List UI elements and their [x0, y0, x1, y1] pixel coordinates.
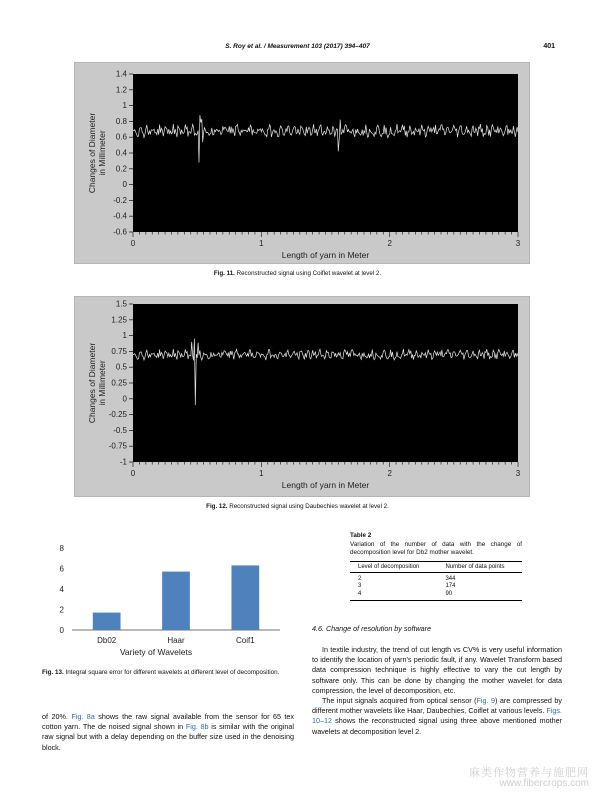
y-tick-label: 0: [59, 626, 64, 635]
right-column-text: [312, 645, 562, 737]
y-tick-label: 0.2: [115, 164, 127, 174]
table-row: [350, 583, 522, 591]
table-cell: 174: [445, 583, 456, 589]
figure-12: [74, 296, 530, 497]
left-column-text: [42, 712, 294, 753]
text-run: is similar with the original raw signal but with a delay depending on the buffer size used in the denoising block.: [42, 722, 294, 752]
fig13-caption-text: Integral square error for different wavelets at different level of decomposition.: [65, 669, 280, 676]
y-tick-label: 0.75: [111, 346, 127, 356]
table-header-cell: Number of data points: [437, 561, 522, 572]
table-header-cell: Level of decomposition: [350, 561, 437, 572]
x-tick-label: 0: [130, 469, 136, 478]
fig13-caption: [42, 669, 294, 678]
text-run: of 20%.: [42, 712, 68, 721]
x-axis-label: Length of yarn in Meter: [281, 250, 370, 260]
fig11-plot: [75, 63, 529, 263]
table-2-caption: Variation of the number of data with the change of decomposition level for Db2 mother wavelet.: [350, 540, 522, 556]
x-tick-label: Coif1: [235, 636, 255, 645]
y-tick-label: 6: [59, 564, 64, 574]
x-tick-label: 2: [387, 469, 392, 478]
y-tick-label: -0.6: [113, 227, 127, 237]
table-cell: 344: [445, 575, 456, 582]
table-cell: 4: [350, 591, 437, 601]
fig13-plot: [40, 540, 290, 665]
y-tick-label: 2: [59, 605, 64, 615]
y-tick-label: 8: [59, 544, 64, 553]
paragraph: In textile industry, the trend of cut length vs CV% is very useful information to identify the location of yarn's periodic fault, if any. Wavelet Transform based data compression technique is highly effective to vary the cut length by software only. This can be done by changing the mother wavelet for data compression, the level of decomposition, etc.: [312, 645, 562, 695]
x-tick-label: 0: [130, 239, 136, 248]
bar: [93, 613, 121, 630]
paragraph: [312, 696, 562, 737]
y-tick-label: 1: [122, 101, 127, 111]
x-tick-label: 3: [515, 469, 521, 478]
y-tick-label: 4: [59, 585, 64, 594]
y-tick-label: -0.2: [113, 195, 127, 205]
fig11-caption-label: Fig. 11.: [213, 270, 235, 277]
fig12-caption: [0, 503, 595, 510]
table-cell: 3: [358, 583, 362, 589]
fig13-caption-label: Fig. 13.: [42, 669, 64, 676]
y-axis-label: in Millimeter: [97, 130, 107, 176]
y-tick-label: -0.25: [108, 410, 127, 420]
text-run: shows the reconstructed signal using three above mentioned mother wavelets at decomposition level 2.: [312, 716, 562, 736]
table-2-label: Table 2: [350, 532, 372, 539]
table-cell: 2: [358, 575, 362, 582]
x-tick-label: 2: [387, 239, 392, 248]
watermark-url: www.fibercrops.com: [499, 778, 589, 789]
figure-13: [40, 540, 290, 665]
x-tick-label: 1: [259, 239, 264, 248]
figure-link[interactable]: Fig. 8a: [71, 712, 95, 721]
y-tick-label: 0: [122, 180, 127, 190]
y-tick-label: 1.5: [115, 299, 127, 309]
y-tick-label: -0.4: [113, 211, 127, 221]
x-tick-label: 3: [515, 239, 521, 248]
plot-area: [133, 74, 518, 232]
fig12-caption-label: Fig. 12.: [206, 503, 228, 510]
x-axis-label: Length of yarn in Meter: [281, 480, 370, 490]
figure-link[interactable]: Fig. 8b: [185, 722, 209, 732]
table-2-block: [350, 532, 522, 601]
table-row: [350, 572, 522, 583]
fig12-caption-text: Reconstructed signal using Daubechies wavelet at level 2.: [229, 503, 389, 510]
text-run: shows the raw signal available from the sensor for 65 tex cotton yarn. The de noised signal shown in: [42, 712, 295, 732]
text-run: The input signals acquired from optical sensor (: [322, 696, 477, 706]
table-2: [350, 561, 522, 602]
running-header: S. Roy et al. / Measurement 103 (2017) 394–407: [225, 43, 370, 50]
plot-area: [133, 304, 518, 462]
figure-link[interactable]: Fig. 9: [476, 696, 495, 706]
table-header-row: [350, 561, 522, 572]
y-tick-label: 0.6: [115, 132, 127, 142]
y-axis-label: in Millimeter: [97, 360, 107, 406]
y-tick-label: 0.8: [115, 116, 127, 126]
x-axis-label: Variety of Wavelets: [119, 647, 193, 657]
x-tick-label: 1: [259, 469, 264, 478]
fig11-caption: [0, 270, 595, 277]
y-axis-label: Changes of Diameter: [87, 112, 97, 194]
x-tick-label: Db02: [97, 636, 117, 645]
y-tick-label: 0.5: [115, 362, 127, 372]
watermark-title: 麻类作物营养与施肥网: [469, 767, 589, 779]
page-number: 401: [543, 43, 555, 50]
section-heading: 4.6. Change of resolution by software: [312, 624, 432, 633]
bar: [162, 572, 190, 630]
fig12-plot: [75, 297, 529, 496]
y-tick-label: -0.75: [108, 441, 127, 451]
y-tick-label: 1.2: [115, 85, 127, 95]
y-tick-label: -0.5: [113, 425, 127, 435]
y-axis-label: Changes of Diameter: [87, 342, 97, 424]
y-tick-label: 1: [122, 331, 127, 341]
text-run: ) are compressed by different mother wavelets like Haar, Daubechies, Coiflet at various levels.: [312, 696, 563, 716]
y-tick-label: 1.4: [115, 69, 127, 79]
y-tick-label: 0.4: [115, 148, 127, 158]
y-tick-label: 0: [122, 394, 127, 404]
table-cell: 90: [437, 591, 522, 601]
figure-11: [74, 62, 530, 264]
y-tick-label: -1: [119, 457, 127, 467]
figure-link[interactable]: Figs. 10–12: [312, 706, 562, 726]
bar: [231, 565, 259, 630]
table-row: [350, 591, 522, 601]
fig11-caption-text: Reconstructed signal using Coiflet wavelet at level 2.: [236, 270, 382, 277]
y-tick-label: 0.25: [111, 378, 127, 388]
x-tick-label: Haar: [167, 636, 185, 645]
y-tick-label: 1.25: [111, 315, 127, 325]
